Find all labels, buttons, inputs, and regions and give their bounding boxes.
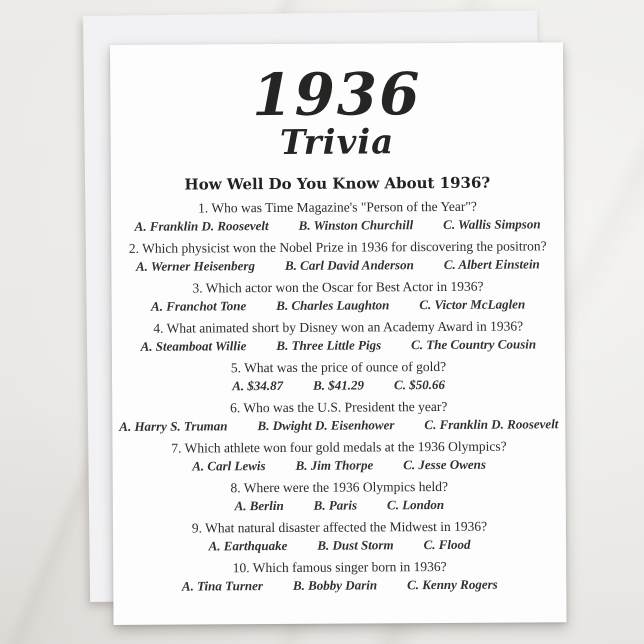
question-block bbox=[111, 277, 564, 316]
answer-option: A. Franklin D. Roosevelt bbox=[134, 218, 269, 234]
answer-row bbox=[112, 415, 565, 436]
trivia-card bbox=[110, 42, 567, 625]
answer-option: C. Wallis Simpson bbox=[443, 216, 541, 232]
question-text: 10. Which famous singer born in 1936? bbox=[232, 558, 447, 576]
question-block bbox=[111, 237, 564, 276]
answer-option: C. Albert Einstein bbox=[443, 256, 540, 272]
answer-option: C. Victor McLaglen bbox=[419, 296, 526, 313]
answer-option: B. Three Little Pigs bbox=[276, 337, 382, 353]
answer-row bbox=[112, 295, 565, 316]
question-block bbox=[113, 517, 566, 556]
answer-option: B. Paris bbox=[313, 497, 358, 513]
answer-option: B. Dust Storm bbox=[317, 537, 394, 553]
answer-option: A. $34.87 bbox=[232, 377, 284, 394]
question-text: 1. Who was Time Magazine's "Person of the Year"? bbox=[198, 198, 477, 216]
answer-option: A. Tina Turner bbox=[181, 578, 263, 594]
answer-row bbox=[112, 335, 565, 356]
answer-row bbox=[112, 375, 565, 396]
answer-option: B. Jim Thorpe bbox=[295, 457, 374, 473]
answer-option: B. Bobby Darin bbox=[292, 577, 378, 593]
answer-option: B. Winston Churchill bbox=[298, 217, 414, 233]
answer-option: C. London bbox=[386, 496, 445, 513]
answer-option: B. Carl David Anderson bbox=[284, 257, 414, 273]
answer-row bbox=[111, 255, 564, 276]
answer-option: A. Harry S. Truman bbox=[119, 418, 228, 434]
question-block bbox=[112, 397, 565, 436]
answer-option: C. $50.66 bbox=[393, 376, 446, 393]
answer-option: C. The Country Cousin bbox=[411, 336, 537, 353]
question-block bbox=[112, 357, 565, 396]
title-script: Trivia bbox=[279, 122, 395, 163]
answer-option: C. Franklin D. Roosevelt bbox=[424, 416, 559, 433]
question-block bbox=[111, 197, 564, 236]
title-year: 1936 bbox=[251, 60, 422, 130]
card-content bbox=[110, 42, 566, 596]
question-text: 3. Which actor won the Oscar for Best Actor in 1936? bbox=[192, 278, 484, 296]
question-text: 8. Where were the 1936 Olympics held? bbox=[230, 478, 449, 496]
question-block bbox=[113, 477, 566, 516]
answer-option: A. Steamboat Willie bbox=[140, 338, 247, 354]
answer-row bbox=[111, 215, 564, 236]
answer-option: A. Carl Lewis bbox=[192, 458, 266, 474]
answer-row bbox=[113, 495, 566, 516]
question-text: 7. Which athlete won four gold medals at the 1936 Olympics? bbox=[171, 438, 507, 456]
answer-option: B. Dwight D. Eisenhower bbox=[257, 417, 395, 434]
question-text: 6. Who was the U.S. President the year? bbox=[230, 398, 448, 416]
question-text: 5. What was the price of ounce of gold? bbox=[230, 358, 447, 376]
subtitle: How Well Do You Know About 1936? bbox=[184, 173, 491, 194]
question-text: 2. Which physicist won the Nobel Prize in 1936 for discovering the positron? bbox=[128, 238, 547, 256]
answer-row bbox=[113, 535, 566, 556]
answer-row bbox=[113, 455, 566, 476]
answer-option: A. Berlin bbox=[234, 497, 284, 514]
question-block bbox=[112, 317, 565, 356]
answer-option: C. Jesse Owens bbox=[403, 456, 486, 473]
answer-option: C. Flood bbox=[423, 536, 471, 553]
answer-option: A. Earthquake bbox=[208, 537, 288, 554]
answer-option: C. Kenny Rogers bbox=[407, 576, 498, 593]
questions-list bbox=[111, 197, 566, 596]
question-text: 4. What animated short by Disney won an Academy Award in 1936? bbox=[153, 318, 524, 336]
answer-row bbox=[113, 575, 566, 596]
question-block bbox=[113, 557, 566, 596]
answer-option: A. Werner Heisenberg bbox=[135, 258, 256, 274]
answer-option: B. $41.29 bbox=[313, 377, 365, 393]
question-text: 9. What natural disaster affected the Midwest in 1936? bbox=[191, 518, 488, 536]
question-block bbox=[112, 437, 565, 476]
answer-option: A. Franchot Tone bbox=[150, 298, 247, 314]
answer-option: B. Charles Laughton bbox=[276, 297, 390, 313]
